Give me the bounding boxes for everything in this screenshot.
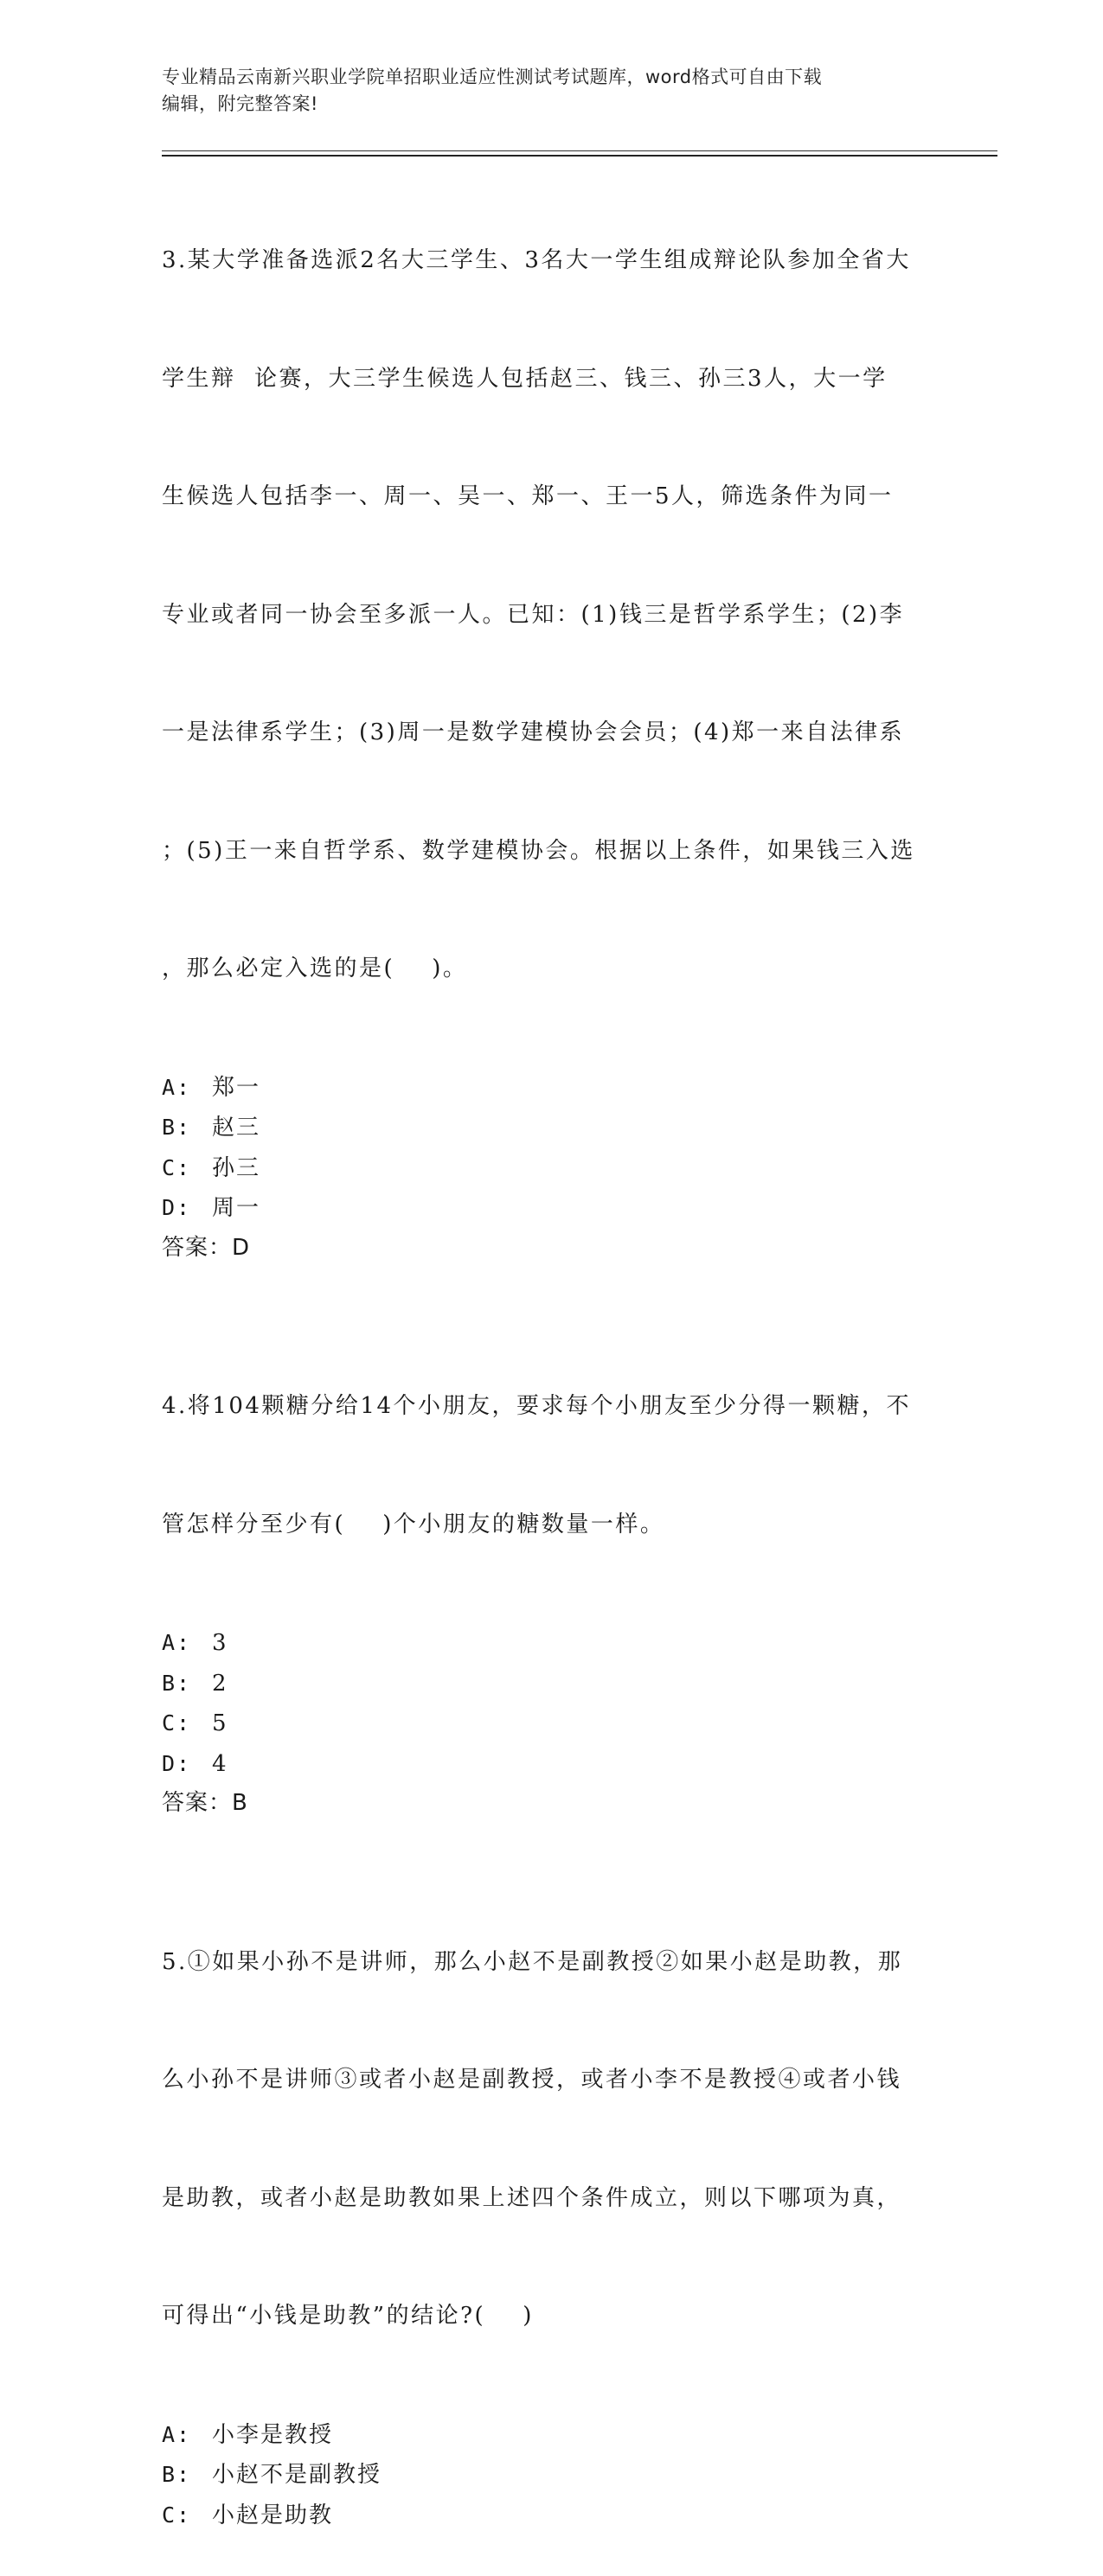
question-stem [162, 1308, 940, 1623]
stem-line: 么小孙不是讲师③或者小赵是副教授，或者小李不是教授④或者小钱 [162, 2067, 902, 2093]
option-b [162, 1108, 940, 1148]
option-letter: B: [162, 1670, 192, 1696]
stem-line: 可得出“小钱是助教”的结论?( ) [162, 2303, 534, 2329]
option-b [162, 2455, 940, 2496]
question-stem [162, 1864, 940, 2415]
option-letter: D: [162, 1195, 192, 1220]
option-letter: A: [162, 2421, 192, 2447]
option-text: 2 [212, 1670, 228, 1697]
option-letter: C: [162, 1154, 192, 1180]
header-divider-thick [162, 155, 997, 157]
option-a [162, 1623, 940, 1664]
option-b [162, 1664, 940, 1704]
option-letter: A: [162, 1630, 192, 1655]
stem-line: 是助教，或者小赵是助教如果上述四个条件成立，则以下哪项为真， [162, 2184, 902, 2211]
option-a [162, 2415, 940, 2456]
option-text: 郑一 [212, 1074, 261, 1101]
option-letter: B: [162, 1115, 192, 1140]
option-d [162, 1744, 940, 1785]
option-letter: B: [162, 2462, 192, 2487]
stem-line: 管怎样分至少有( )个小朋友的糖数量一样。 [162, 1511, 665, 1537]
stem-line: 5.①如果小孙不是讲师，那么小赵不是副教授②如果小赵是助教，那 [162, 1948, 903, 1975]
stem-line: ，那么必定入选的是( )。 [162, 956, 468, 981]
option-c [162, 1148, 940, 1189]
stem-line: 3.某大学准备选派2名大三学生、3名大一学生组成辩论队参加全省大 [162, 247, 911, 273]
option-c [162, 1703, 940, 1744]
stem-line: ；(5)王一来自哲学系、数学建模协会。根据以上条件，如果钱三入选 [162, 837, 915, 864]
header-line-1: 专业精品云南新兴职业学院单招职业适应性测试考试题库，word格式可自由下载 [162, 67, 823, 87]
option-letter: C: [162, 2502, 192, 2528]
option-text: 3 [212, 1630, 228, 1656]
option-text: 小李是教授 [212, 2421, 334, 2448]
stem-line: 学生辩 论赛，大三学生候选人包括赵三、钱三、孙三3人，大一学 [162, 365, 888, 392]
option-text: 周一 [212, 1195, 261, 1221]
option-text: 4 [212, 1750, 228, 1777]
option-text: 孙三 [212, 1154, 261, 1181]
question-3 [162, 163, 940, 1268]
option-letter: A: [162, 1074, 192, 1100]
option-d [162, 1188, 940, 1229]
question-list [162, 163, 940, 2576]
option-text: 赵三 [212, 1115, 261, 1141]
question-stem [162, 163, 940, 1068]
option-text: 小赵不是副教授 [212, 2462, 382, 2488]
option-c [162, 2496, 940, 2536]
stem-line: 4.将104颗糖分给14个小朋友，要求每个小朋友至少分得一颗糖，不 [162, 1393, 912, 1419]
option-a [162, 1068, 940, 1109]
document-header [162, 64, 923, 118]
stem-line: 专业或者同一协会至多派一人。已知：(1)钱三是哲学系学生；(2)李 [162, 601, 905, 628]
option-letter: D: [162, 1750, 192, 1776]
question-5 [162, 1864, 940, 2536]
option-letter: C: [162, 1710, 192, 1735]
stem-line: 一是法律系学生；(3)周一是数学建模协会会员；(4)郑一来自法律系 [162, 719, 905, 745]
option-text: 5 [212, 1710, 228, 1736]
header-line-2: 编辑，附完整答案! [162, 93, 318, 114]
answer-line: 答案：B [162, 1790, 248, 1816]
stem-line: 生候选人包括李一、周一、吴一、郑一、王一5人，筛选条件为同一 [162, 483, 894, 509]
header-divider-thin [162, 150, 997, 151]
option-text: 小赵是助教 [212, 2502, 334, 2528]
answer-line: 答案：D [162, 1234, 251, 1261]
question-4 [162, 1308, 940, 1824]
